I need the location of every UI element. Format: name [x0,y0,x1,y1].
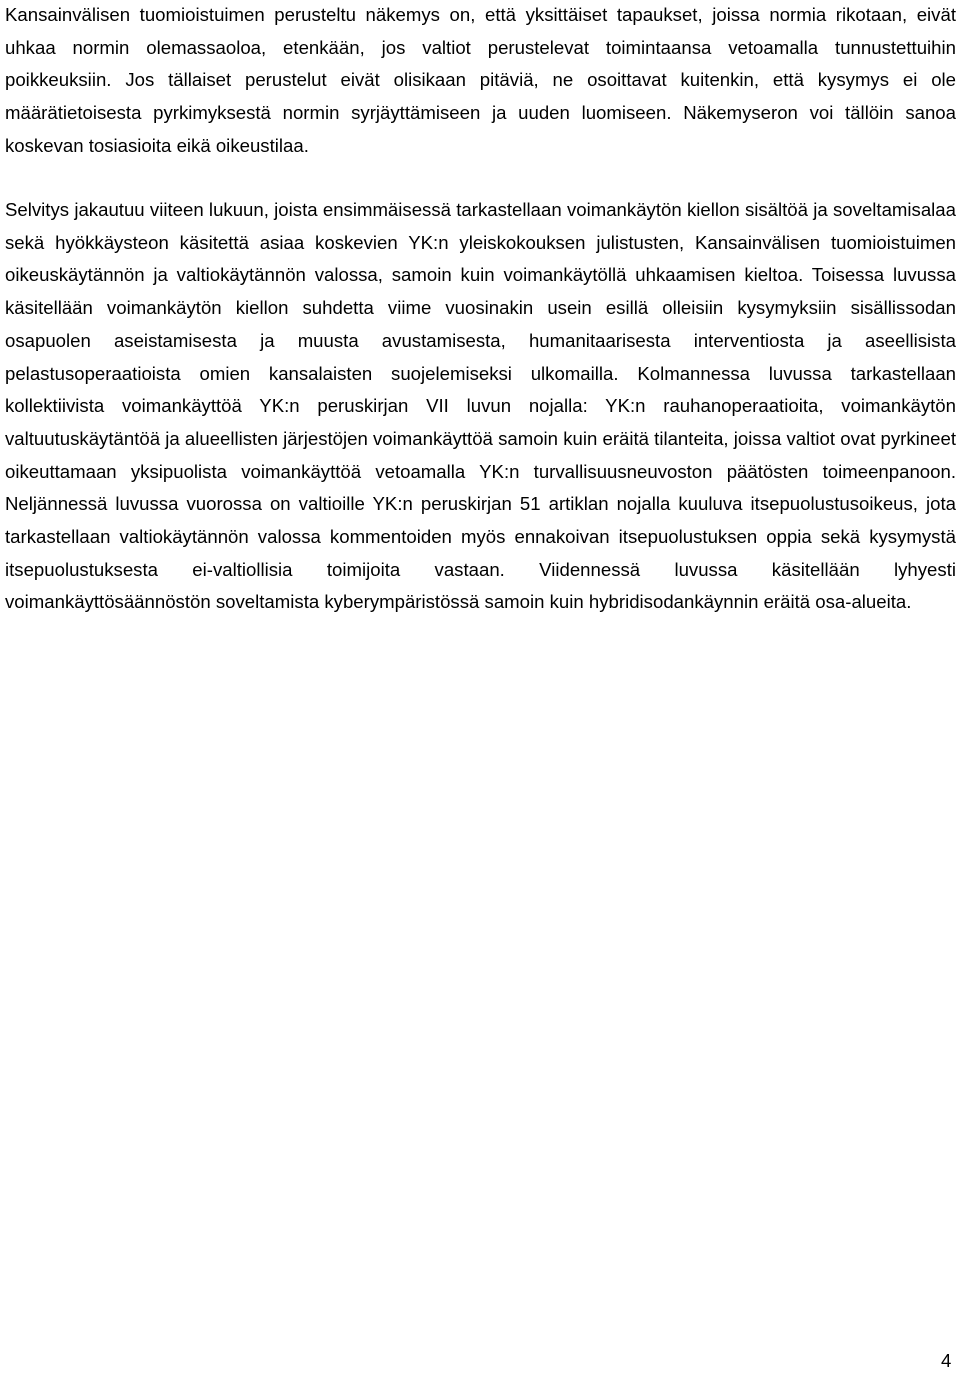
paragraph-2-sentence-2: Toisessa luvussa käsitellään voimankäytön kiellon suhdetta viime vuosinakin usein esillä olleisiin kysymyksiin sisällissodan osapuolen aseistamisesta ja muusta avustamisesta, humanitaarisesta interventiosta ja aseellisista pelastusoperaatioista omien kansalaisten suojelemiseksi ulkomailla. [5,264,956,384]
page-number: 4 [941,1350,952,1371]
paragraph-1-sentence-1: Kansainvälisen tuomioistuimen perusteltu näkemys on, että yksittäiset tapaukset, joissa normia rikotaan, eivät uhkaa normin olemassaoloa, etenkään, jos valtiot perustelevat toimintaansa vetoamalla tunnustettuihin poikkeuksiin. [5,4,956,91]
paragraph-2-sentence-4: Neljännessä luvussa vuorossa on valtioille YK:n peruskirjan 51 artiklan nojalla kuuluva itsepuolustusoikeus, jota tarkastellaan valtiokäytännön valossa kommentoiden myös ennakoivan itsepuolustuksen oppia sekä kysymystä itsepuolustuksesta ei-valtiollisia toimijoita vastaan. [5,493,956,580]
paragraph-2-sentence-5: Viidennessä luvussa käsitellään lyhyesti voimankäyttösäännöstön soveltamista kyberympäristössä samoin kuin hybridisodankäynnin eräitä osa-alueita. [5,558,956,613]
paragraph-1 [5,0,956,163]
paragraph-1-sentence-2: Jos tällaiset perustelut eivät olisikaan pitäviä, ne osoittavat kuitenkin, että kysymys ei ole määrätietoisesta pyrkimyksestä normin syrjäyttämiseen ja uuden luomiseen. [5,69,957,124]
paragraph-1-sentence-3: Näkemyseron voi tällöin sanoa koskevan tosiasioita eikä oikeustilaa. [5,102,956,156]
paragraph-2-sentence-3: Kolmannessa luvussa tarkastellaan kollektiivista voimankäyttöä YK:n peruskirjan VII luvun nojalla: YK:n rauhanoperaatioita, voimankäytön valtuutuskäytäntöä ja alueellisten järjestöjen voimankäyttöä samoin kuin eräitä tilanteita, joissa valtiot ovat pyrkineet oikeuttamaan yksipuolista voimankäyttöä vetoamalla YK:n turvallisuusneuvoston päätösten toimeenpanoon. [5,362,957,482]
paragraph-2 [5,194,956,619]
paragraph-2-sentence-1: Selvitys jakautuu viiteen lukuun, joista ensimmäisessä tarkastellaan voimankäytön kiellon sisältöä ja soveltamisalaa sekä hyökkäysteon käsitettä asiaa koskevien YK:n yleiskokouksen julistusten, Kansainvälisen tuomioistuimen oikeuskäytännön ja valtiokäytännön valossa, samoin kuin voimankäytöllä uhkaamisen kieltoa. [5,199,956,286]
